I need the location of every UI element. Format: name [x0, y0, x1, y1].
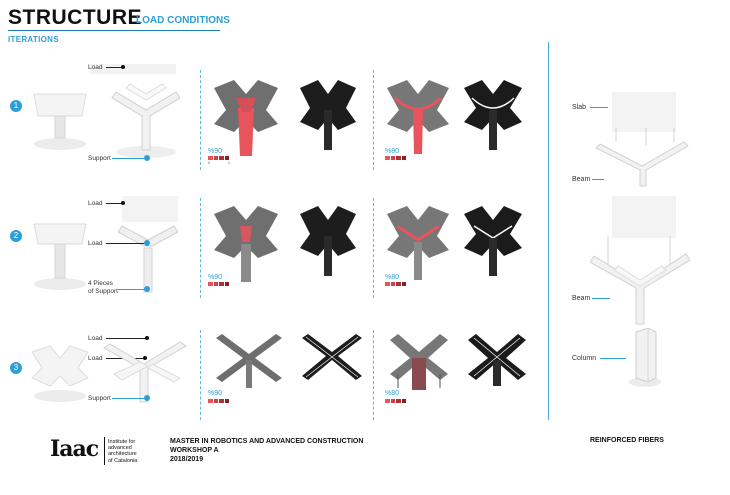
beam-bottom-label: Beam [572, 295, 591, 302]
top-beam-model [596, 128, 690, 190]
row2-beam-model [118, 214, 178, 294]
row1-model-block [28, 84, 90, 154]
row1-scale-right [385, 156, 407, 160]
row3-model-block [28, 344, 90, 404]
row1-support-label: Support [88, 155, 111, 162]
row2-fea-black [298, 206, 358, 278]
row2-pct-right: %80 [385, 274, 400, 281]
row2-support-leader [118, 289, 144, 290]
footer-line3: 2018/2019 [170, 456, 204, 463]
beam-bottom-leader [592, 298, 610, 299]
row2-support-dot [144, 286, 150, 292]
row2-scale-right [385, 282, 407, 286]
row2-load-mid-label: Load [88, 240, 103, 247]
footer-title [170, 437, 363, 464]
row2-load-mid-dot [144, 240, 150, 246]
row2-fea-grey-variant [385, 206, 451, 282]
row1-load-slab [90, 64, 176, 74]
logo-divider [104, 437, 105, 465]
row1-fea-black-variant [462, 80, 524, 152]
row1-load-dot [121, 65, 125, 69]
logo-sub-line2: advanced [108, 445, 132, 452]
slab-model-2 [612, 196, 676, 238]
footer-line2: WORKSHOP A [170, 447, 219, 454]
row3-pct-right: %80 [385, 390, 400, 397]
logo-subtitle [108, 439, 137, 464]
row2-model-block [28, 214, 90, 294]
slab-model [612, 92, 676, 132]
row-number-1: 1 [10, 100, 22, 112]
row3-load-top-label: Load [88, 335, 103, 342]
row1-scale-left-start: 0 [208, 161, 210, 165]
row1-pct-right: %80 [385, 148, 400, 155]
row2-load-top-dot [121, 201, 125, 205]
row2-load-mid-leader [106, 243, 144, 244]
logo-sub-line3: architecture [108, 451, 137, 458]
column-leader [600, 358, 626, 359]
column-label: Column [572, 355, 597, 362]
row1-fea-grey-stress [212, 80, 280, 158]
fibers-caption: REINFORCED FIBERS [590, 437, 664, 444]
row-number-3: 3 [10, 362, 22, 374]
row2-support-line2: of Support [88, 288, 118, 295]
column-model [628, 328, 662, 388]
row3-divider-b [373, 330, 374, 420]
beam-top-leader [592, 179, 604, 180]
row1-pct-left: %90 [208, 148, 223, 155]
row2-divider-b [373, 198, 374, 298]
row1-load-label: Load [88, 64, 103, 71]
row3-fea-grey-variant [388, 330, 450, 392]
slab-label: Slab [572, 104, 587, 111]
row3-scale-left [208, 399, 230, 403]
beam-top-label: Beam [572, 176, 591, 183]
panel-divider [548, 42, 549, 420]
row3-fea-black-variant [466, 330, 528, 390]
row1-support-dot [144, 155, 150, 161]
row-number-2: 2 [10, 230, 22, 242]
section-label: ITERATIONS [8, 35, 59, 44]
page-subtitle: LOAD CONDITIONS [136, 15, 230, 26]
footer-line1: MASTER IN ROBOTICS AND ADVANCED CONSTRUCTION [170, 438, 364, 445]
row3-scale-right [385, 399, 407, 403]
row1-support-leader [112, 158, 144, 159]
row1-fea-black [298, 80, 358, 152]
row1-scale-left [208, 156, 230, 160]
slab-leader [590, 107, 608, 108]
title-rule [8, 30, 220, 31]
row2-fea-black-variant [462, 206, 524, 278]
logo-sub-line1: Institute for [108, 439, 136, 445]
row3-fea-grey [214, 332, 284, 392]
row3-support-label: Support [88, 395, 111, 402]
row1-fea-grey-variant [385, 80, 451, 156]
row2-divider-a [200, 198, 201, 298]
row1-divider-a [200, 70, 201, 170]
row1-divider-b [373, 70, 374, 170]
logo-sub-line4: of Catalonia [108, 457, 138, 464]
row1-scale-left-end: 1 [228, 161, 230, 165]
row2-pct-left: %90 [208, 274, 223, 281]
row3-divider-a [200, 330, 201, 420]
row2-load-top-label: Load [88, 200, 103, 207]
row3-fea-black [300, 332, 364, 388]
row3-support-leader [112, 398, 144, 399]
row3-support-dot [144, 395, 150, 401]
row1-load-leader [106, 67, 122, 68]
row3-load-mid-label: Load [88, 355, 103, 362]
row3-pct-left: %90 [208, 390, 223, 397]
row2-support-line1: 4 Pieces [88, 280, 113, 287]
row2-scale-left [208, 282, 230, 286]
bottom-beam-model [590, 236, 690, 328]
row1-beam-model [110, 80, 180, 160]
row2-load-top-leader [106, 203, 122, 204]
page-title: STRUCTURE [8, 6, 142, 29]
row2-fea-grey-stress [212, 206, 280, 284]
iaac-logo: Iaac [50, 436, 99, 462]
